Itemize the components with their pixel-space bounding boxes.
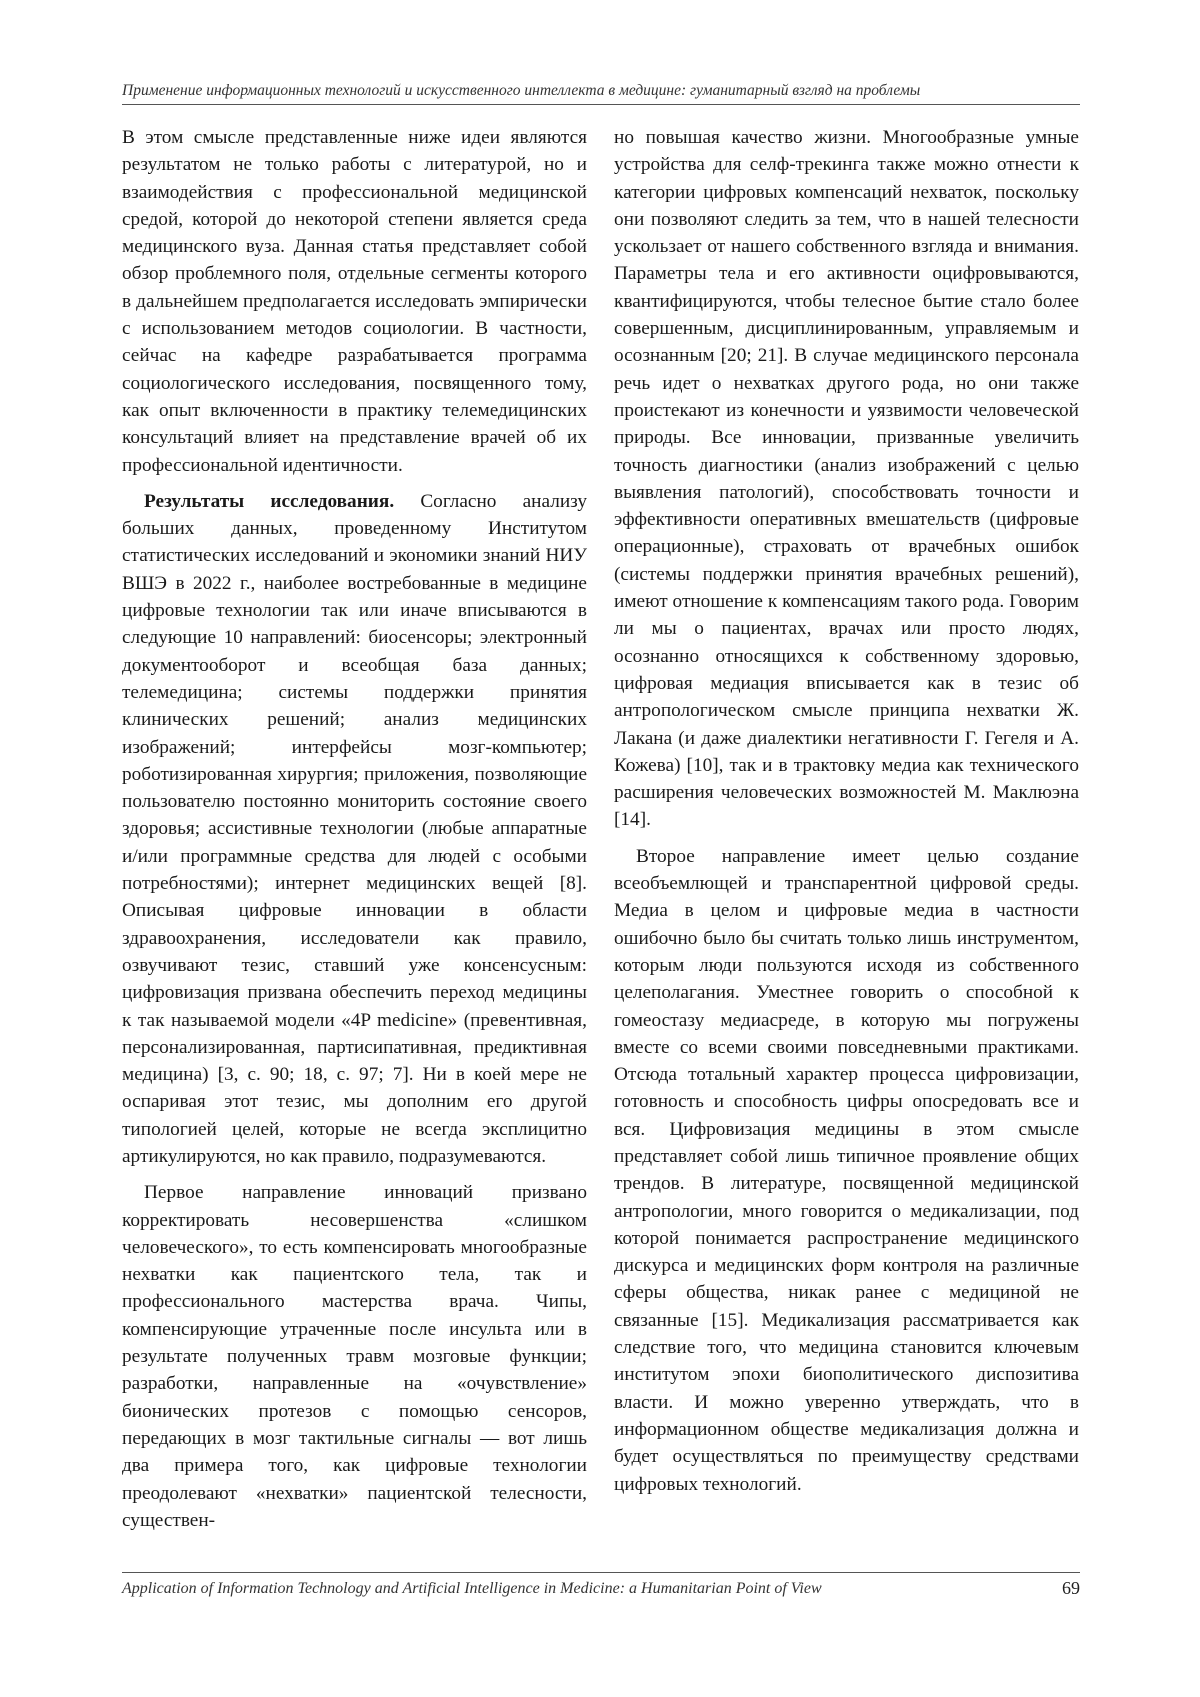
page-number: 69 [1062,1578,1080,1598]
paragraph-intro-continued: В этом смысле представленные ниже идеи являются результатом не только работы с литературой, но и взаимодействия с профессиональной медицинской средой, которой до некоторой степени является среда медицинского вуза. Данная статья представляет собой обзор проблемного поля, отдельные сегменты которого в дальнейшем предполагается исследовать эмпирически с использованием методов социологии. В частности, сейчас на кафедре разрабатывается программа социологического исследования, посвященного тому, как опыт включенности в практику телемедицинских консультаций влияет на представление врачей об их профессиональной идентичности. [122,127,587,476]
running-footer: Application of Information Technology and Artificial Intelligence in Medicine: a Humanitarian Point of View [122,1580,822,1597]
header-rule [122,104,1080,105]
paragraph-results [122,488,587,1170]
paragraph-first-direction-continued: но повышая качество жизни. Многообразные умные устройства для селф-трекинга также можно отнести к категории цифровых компенсаций нехваток, поскольку они позволяют следить за тем, что в нашей телесности ускользает от нашего собственного взгляда и внимания. Параметры тела и его активности оцифровываются, квантифицируются, чтобы телесное бытие стало более совершенным, дисциплинированным, управляемым и осознанным [20; 21]. В случае медицинского персонала речь идет о нехватках другого рода, но они также проистекают из конечности и уязвимости человеческой природы. Все инновации, призванные увеличить точность диагностики (анализ изображений с целью выявления патологий), способствовать точности и эффективности оперативных вмешательств (цифровые операционные), страховать от врачебных ошибок (системы поддержки принятия врачебных решений), имеют отношение к компенсациям такого рода. Говорим ли мы о пациентах, врачах или просто людях, осознанно относящихся к собственному здоровью, цифровая медиация вписывается как в тезис об антропологическом смысле принципа нехватки Ж. Лакана (и даже диалектики негативности Г. Гегеля и А. Кожева) [10], так и в трактовку медиа как технического расширения человеческих возможностей М. Маклюэна [14]. [614,127,1079,831]
paragraph-second-direction: Второе направление имеет целью создание всеобъемлющей и транспарентной цифровой среды. Медиа в целом и цифровые медиа в частности ошибочно было бы считать только лишь инструментом, которым люди пользуются исходя из собственного целеполагания. Уместнее говорить о способной к гомеостазу медиасреде, в которую мы погружены вместе со всеми своими повседневными практиками. Отсюда тотальный характер процесса цифровизации, готовность и способность цифры опосредовать все и вся. Цифровизация медицины в этом смысле представляет собой лишь типичное проявление общих трендов. В литературе, посвященной медицинской антропологии, много говорится о медикализации, под которой понимается распространение медицинского дискурса и медицинских форм контроля на различные сферы общества, никак ранее с медициной не связанные [15]. Медикализация рассматривается как следствие того, что медицина становится ключевым институтом эпохи биополитического диспозитива власти. И можно уверенно утверждать, что в информационном обществе медикализация должна и будет осуществляться по преимуществу средствами цифровых технологий. [614,845,1079,1495]
section-heading-results: Результаты исследования. [144,490,395,512]
left-column [122,124,587,1534]
footer-rule [122,1572,1080,1573]
right-column [614,124,1079,1498]
running-header: Применение информационных технологий и искусственного интеллекта в медицине: гуманитарный взгляд на проблемы [122,82,921,99]
paragraph-results-text: Согласно анализу больших данных, проведенному Институтом статистических исследований и экономики знаний НИУ ВШЭ в 2022 г., наиболее востребованные в медицине цифровые технологии так или иначе вписываются в следующие 10 направлений: биосенсоры; электронный документооборот и всеобщая база данных; телемедицина; системы поддержки принятия клинических решений; анализ медицинских изображений; интерфейсы мозг-компьютер; роботизированная хирургия; приложения, позволяющие пользователю постоянно мониторить состояние своего здоровья; ассистивные технологии (любые аппаратные и/или программные средства для людей с особыми потребностями); интернет медицинских вещей [8]. Описывая цифровые инновации в области здравоохранения, исследователи как правило, озвучивают тезис, ставший уже консенсусным: цифровизация призвана обеспечить переход медицины к так называемой модели «4P medicine» (превентивная, персонализированная, партисипативная, предиктивная медицина) [3, с. 90; 18, с. 97; 7]. Ни в коей мере не оспаривая этот тезис, мы дополним его другой типологией целей, которые не всегда эксплицитно артикулируются, но как правило, подразумеваются. [122,490,587,1167]
paragraph-first-direction: Первое направление инноваций призвано корректировать несовершенства «слишком человеческого», то есть компенсировать многообразные нехватки как пациентского тела, так и профессионального мастерства врача. Чипы, компенсирующие утраченные после инсульта или в результате полученных травм мозговые функции; разработки, направленные на «очувствление» бионических протезов с помощью сенсоров, передающих в мозг тактильные сигналы — вот лишь два примера того, как цифровые технологии преодолевают «нехватки» пациентской телесности, существен- [122,1182,587,1531]
